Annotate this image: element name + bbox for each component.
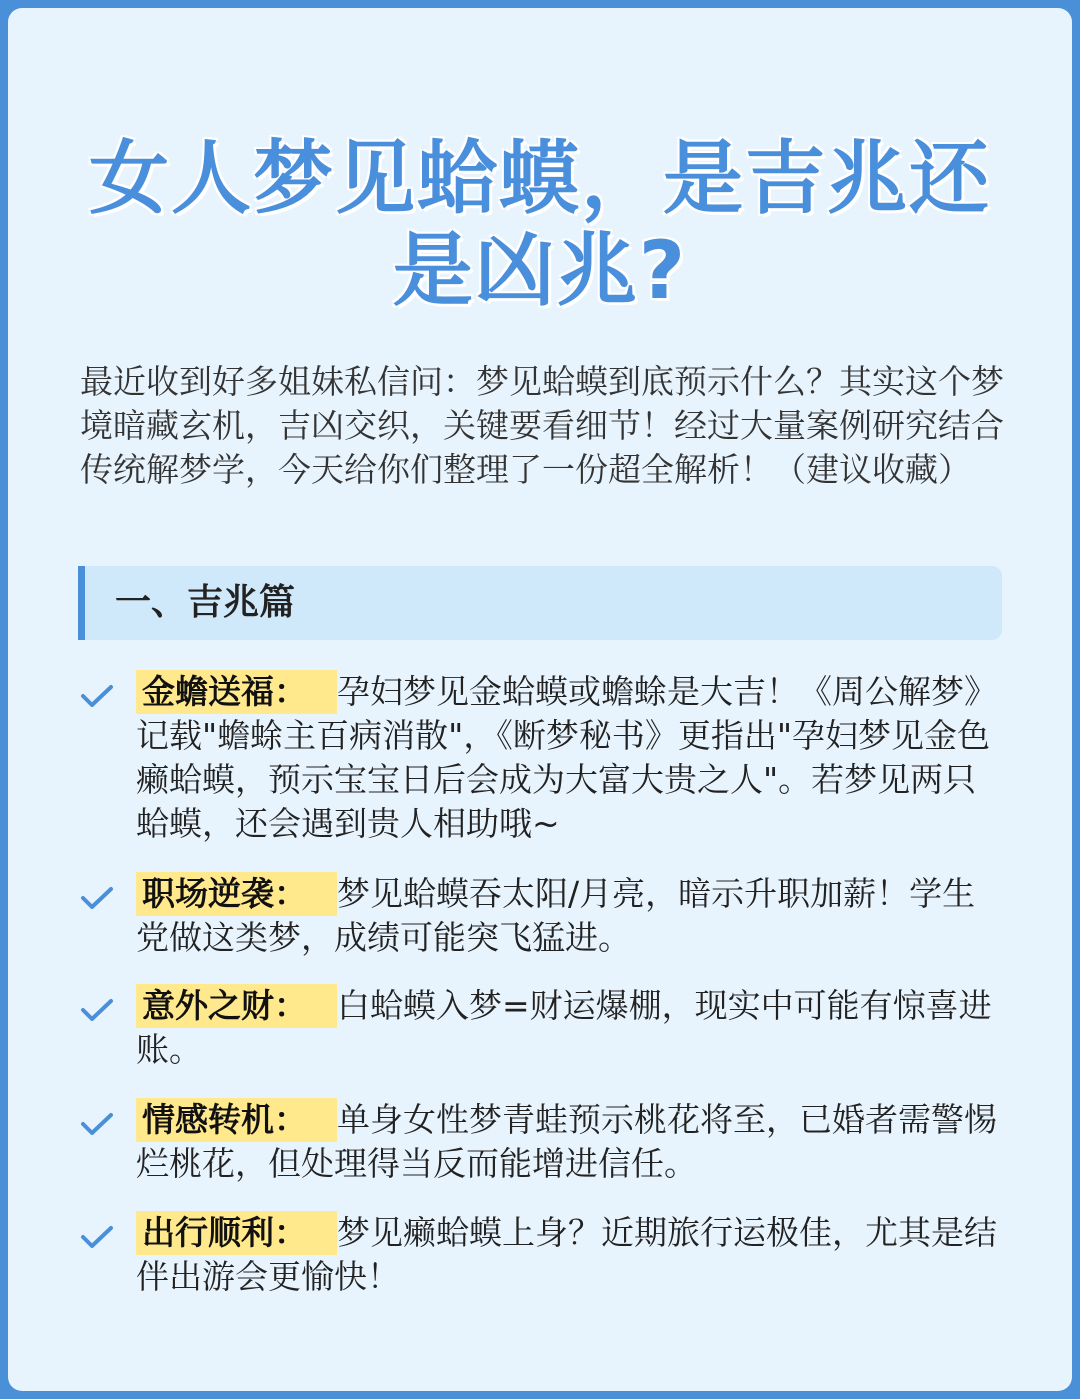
- section-header: [78, 566, 1002, 640]
- list-item-label: 情感转机：: [136, 1098, 337, 1142]
- list-item-body: 白蛤蟆入梦=财运爆棚，现实中可能有惊喜进账。: [136, 986, 992, 1069]
- list-item-body: 单身女性梦青蛙预示桃花将至，已婚者需警惕烂桃花，但处理得当反而能增进信任。: [136, 1100, 997, 1183]
- check-icon: [80, 1110, 114, 1138]
- list-item-body: 梦见癞蛤蟆上身？近期旅行运极佳，尤其是结伴出游会更愉快！: [136, 1213, 997, 1296]
- list-item-text: [136, 984, 1006, 1072]
- list-item-text: [136, 670, 1006, 846]
- section-title: 一、吉兆篇: [115, 582, 296, 623]
- check-icon: [80, 682, 114, 710]
- list-item-label: 出行顺利：: [136, 1211, 337, 1255]
- list-item-text: [136, 1098, 1006, 1186]
- list-item-body: 梦见蛤蟆吞太阳/月亮，暗示升职加薪！学生党做这类梦，成绩可能突飞猛进。: [136, 874, 976, 957]
- page-title-line-2: 是凶兆?: [392, 224, 688, 317]
- check-icon: [80, 996, 114, 1024]
- list-item-label: 意外之财：: [136, 984, 337, 1028]
- check-icon: [80, 884, 114, 912]
- list-item-text: [136, 1211, 1006, 1299]
- content-card: [8, 8, 1072, 1391]
- list-item-label: 职场逆袭：: [136, 872, 337, 916]
- list-item-text: [136, 872, 1006, 960]
- list-item-label: 金蟾送福：: [136, 670, 337, 714]
- intro-paragraph: 最近收到好多姐妹私信问：梦见蛤蟆到底预示什么？其实这个梦境暗藏玄机，吉凶交织，关键要看细节！经过大量案例研究结合传统解梦学，今天给你们整理了一份超全解析！（建议收藏）: [80, 362, 1004, 489]
- page-title-line-1: 女人梦见蛤蟆，是吉兆还: [89, 132, 991, 225]
- page-title: [8, 133, 1072, 317]
- check-icon: [80, 1223, 114, 1251]
- list-item-body: 孕妇梦见金蛤蟆或蟾蜍是大吉！《周公解梦》记载"蟾蜍主百病消散"，《断梦秘书》更指出"孕妇梦见金色癞蛤蟆，预示宝宝日后会成为大富大贵之人"。若梦见两只蛤蟆，还会遇到贵人相助哦~: [136, 672, 997, 843]
